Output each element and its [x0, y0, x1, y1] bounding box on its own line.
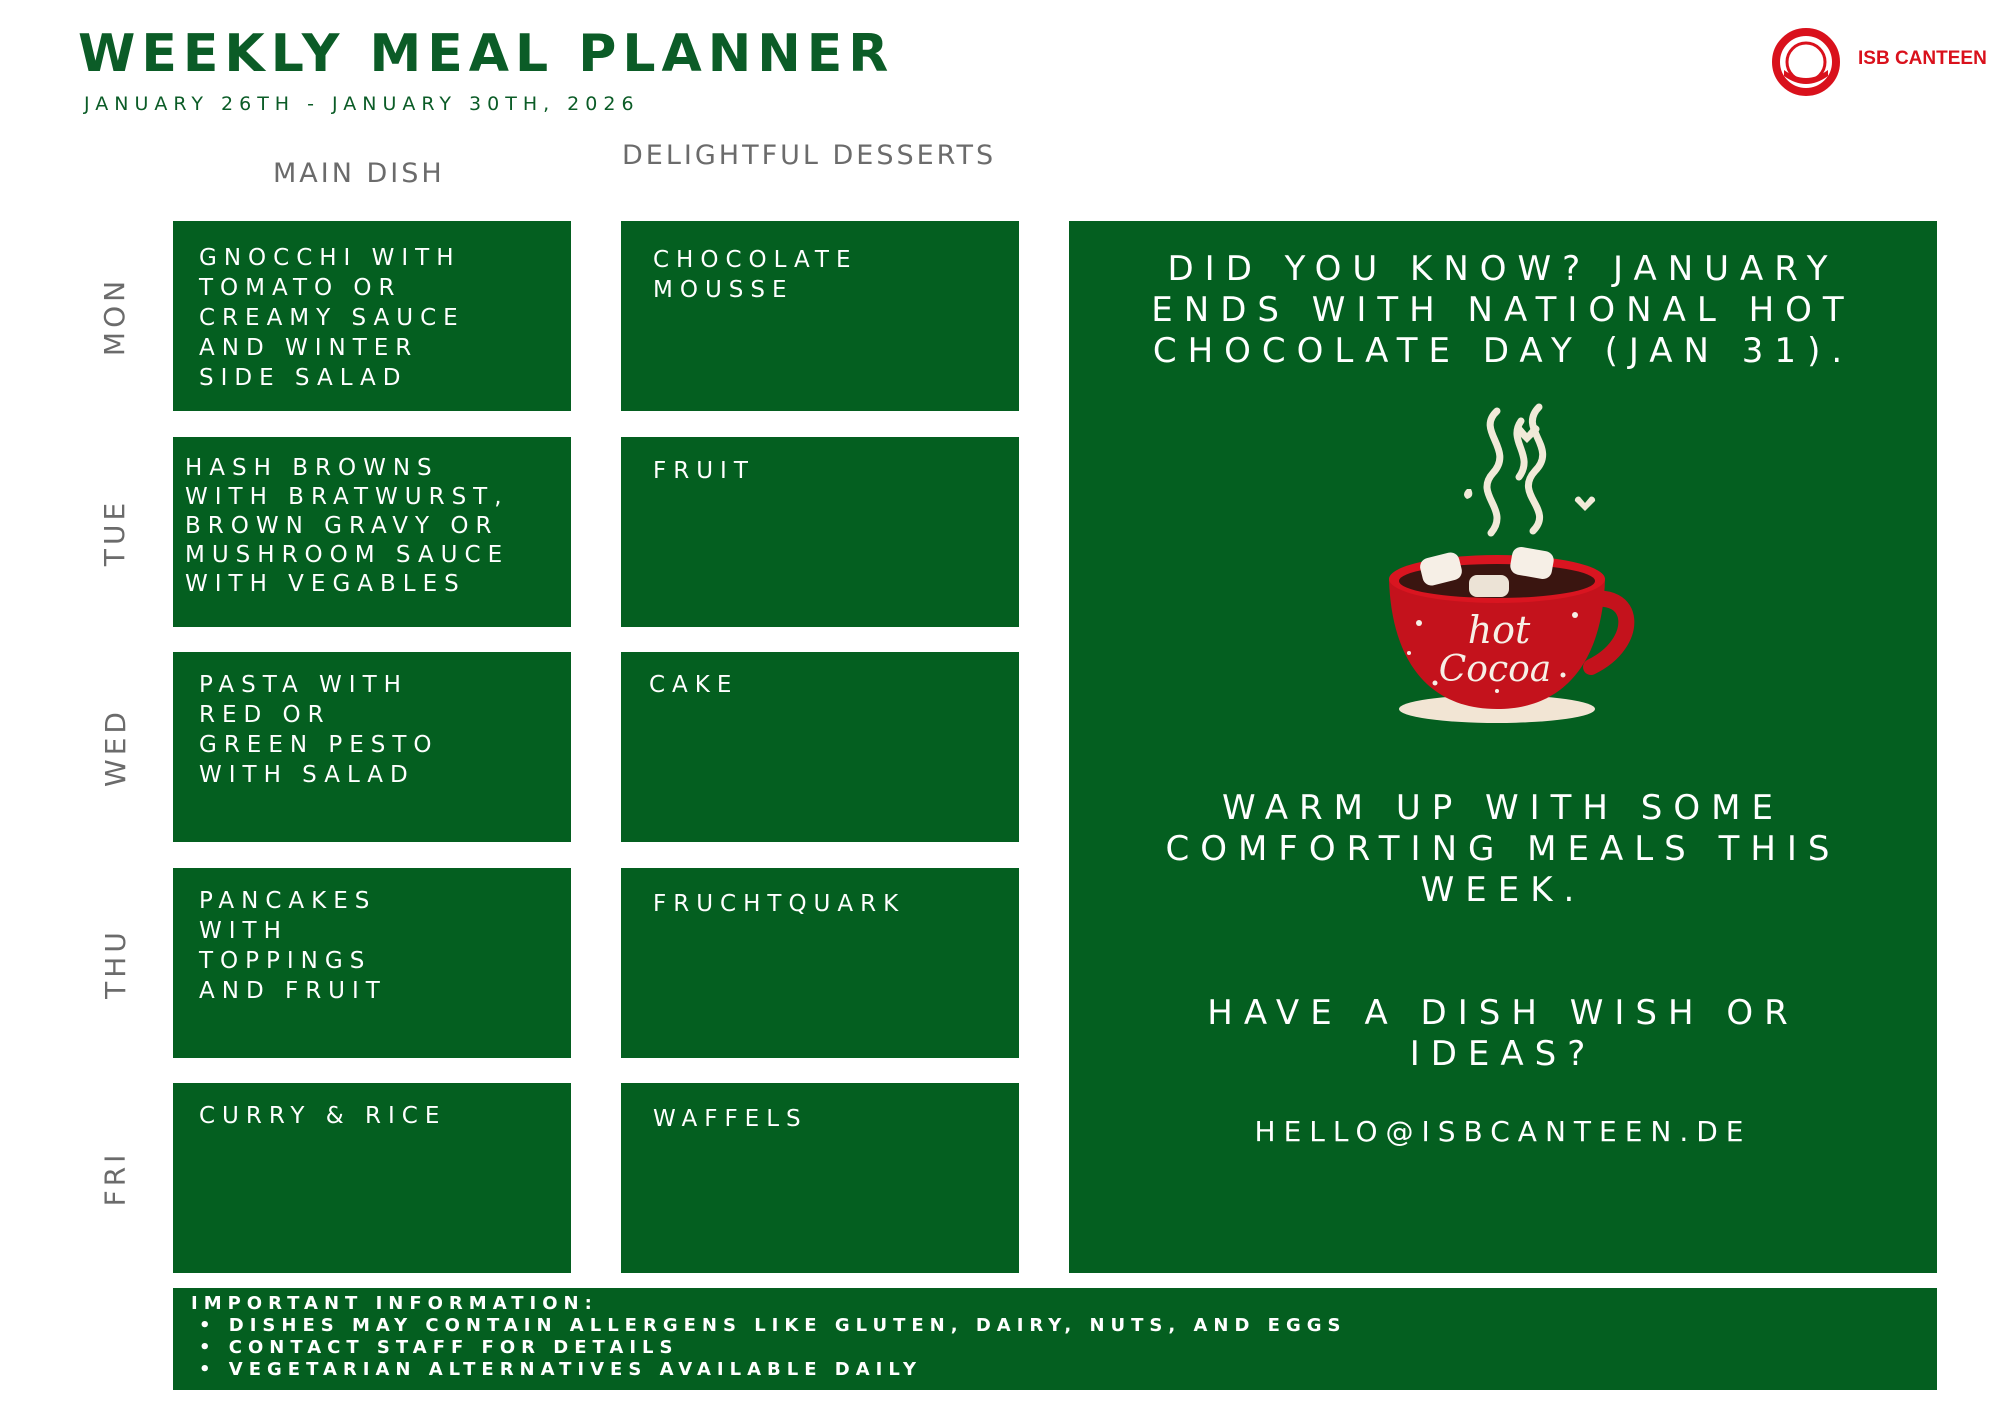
page-title: WEEKLY MEAL PLANNER [78, 24, 895, 84]
info-panel [1069, 221, 1937, 1273]
dessert-text: WAFFELS [653, 1106, 808, 1132]
canteen-logo-icon [1770, 26, 1842, 98]
date-range: JANUARY 26TH - JANUARY 30TH, 2026 [84, 93, 640, 115]
dessert-text: CHOCOLATE MOUSSE [653, 247, 858, 303]
hot-cocoa-cup-icon [1379, 391, 1639, 731]
dessert-tue [621, 437, 1019, 627]
svg-text:hot: hot [1467, 608, 1531, 652]
main-dish-thu [173, 868, 571, 1058]
logo-text: ISB CANTEEN [1858, 48, 1987, 69]
isb-canteen-logo [1770, 26, 1990, 96]
dessert-wed [621, 652, 1019, 842]
day-label-tue [70, 437, 160, 627]
dessert-thu [621, 868, 1019, 1058]
main-dish-text: PANCAKES WITH TOPPINGS AND FRUIT [199, 888, 387, 1004]
day-label: MON [98, 276, 132, 356]
dessert-fri [621, 1083, 1019, 1273]
important-item: • CONTACT STAFF FOR DETAILS [199, 1337, 679, 1358]
day-label: WED [98, 707, 132, 787]
important-heading: IMPORTANT INFORMATION: [191, 1293, 598, 1314]
main-dish-fri [173, 1083, 571, 1273]
important-info-bar [173, 1288, 1937, 1390]
dessert-text: CAKE [649, 672, 739, 698]
main-dish-text: GNOCCHI WITH TOMATO OR CREAMY SAUCE AND WINTER SIDE SALAD [199, 245, 465, 391]
main-dish-mon [173, 221, 571, 411]
dish-wish-prompt: HAVE A DISH WISH OR IDEAS? [1207, 993, 1799, 1074]
main-dish-text: PASTA WITH RED OR GREEN PESTO WITH SALAD [199, 672, 439, 788]
main-dish-header: MAIN DISH [273, 158, 445, 189]
important-item: • VEGETARIAN ALTERNATIVES AVAILABLE DAILY [199, 1359, 923, 1380]
day-label-wed [70, 652, 160, 842]
hot-chocolate-fact: DID YOU KNOW? JANUARY ENDS WITH NATIONAL HOT CHOCOLATE DAY (JAN 31). [1151, 249, 1855, 371]
svg-text:Cocoa: Cocoa [1438, 649, 1552, 690]
main-dish-tue [173, 437, 571, 627]
main-dish-wed [173, 652, 571, 842]
day-label-fri [70, 1083, 160, 1273]
main-dish-text: CURRY & RICE [199, 1103, 447, 1129]
dessert-mon [621, 221, 1019, 411]
warm-up-message: WARM UP WITH SOME COMFORTING MEALS THIS WEEK. [1165, 788, 1841, 910]
main-dish-text: HASH BROWNS WITH BRATWURST, BROWN GRAVY OR MUSHROOM SAUCE WITH VEGABLES [185, 455, 510, 597]
day-label: FRI [98, 1150, 132, 1206]
desserts-header: DELIGHTFUL DESSERTS [622, 140, 997, 171]
day-label: TUE [98, 498, 132, 566]
day-label-mon [70, 221, 160, 411]
day-label: THU [98, 927, 132, 999]
day-label-thu [70, 868, 160, 1058]
important-item: • DISHES MAY CONTAIN ALLERGENS LIKE GLUTEN, DAIRY, NUTS, AND EGGS [199, 1315, 1347, 1336]
dessert-text: FRUIT [653, 458, 755, 484]
dessert-text: FRUCHTQUARK [653, 891, 906, 917]
contact-email[interactable]: HELLO@ISBCANTEEN.DE [1254, 1115, 1752, 1148]
